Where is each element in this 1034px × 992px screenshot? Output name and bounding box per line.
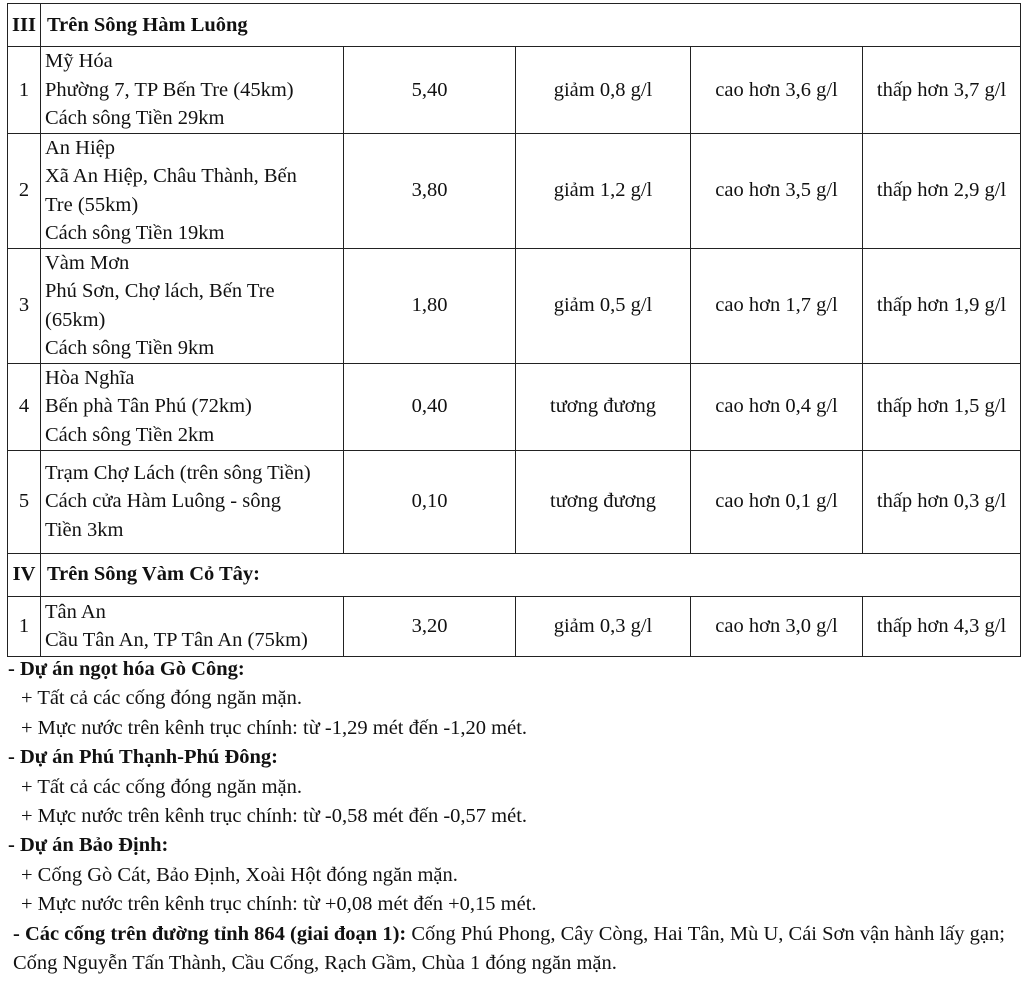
table-row	[8, 248, 1021, 363]
project-item: + Cống Gò Cát, Bảo Định, Xoài Hột đóng ngăn mặn.	[21, 863, 458, 886]
station-cell	[41, 133, 344, 248]
section-title: Trên Sông Hàm Luông	[41, 4, 1021, 47]
salinity-compare-2: thấp hơn 1,5 g/l	[863, 363, 1021, 450]
section-number: III	[8, 4, 41, 47]
row-number: 3	[8, 248, 41, 363]
salinity-compare-1: cao hơn 0,1 g/l	[691, 450, 863, 553]
table-row	[8, 133, 1021, 248]
table-row	[8, 47, 1021, 134]
row-number: 1	[8, 47, 41, 134]
station-line: Xã An Hiệp, Châu Thành, Bến	[45, 165, 297, 187]
salinity-change: giảm 1,2 g/l	[516, 133, 691, 248]
station-cell	[41, 596, 344, 656]
salinity-table	[7, 3, 1021, 657]
station-line: Phường 7, TP Bến Tre (45km)	[45, 78, 294, 101]
table-row	[8, 450, 1021, 553]
row-number: 2	[8, 133, 41, 248]
station-line: Bến phà Tân Phú (72km)	[45, 395, 252, 418]
operation-notes	[8, 655, 1023, 978]
project-item: + Mực nước trên kênh trục chính: từ +0,08 mét đến +0,15 mét.	[21, 893, 537, 916]
station-line: Cách sông Tiền 29km	[45, 107, 225, 129]
station-line: Cách sông Tiền 9km	[45, 337, 215, 359]
project-title: - Dự án Bảo Định:	[8, 834, 169, 857]
station-line: Cách sông Tiền 19km	[45, 222, 225, 244]
station-line: Tre (55km)	[45, 193, 139, 216]
station-line: Hòa Nghĩa	[45, 366, 135, 389]
salinity-compare-2: thấp hơn 1,9 g/l	[863, 248, 1021, 363]
salinity-compare-1: cao hơn 1,7 g/l	[691, 248, 863, 363]
section-number: IV	[8, 553, 41, 596]
station-cell	[41, 248, 344, 363]
salinity-compare-1: cao hơn 3,6 g/l	[691, 47, 863, 134]
sluice-note	[8, 920, 1023, 979]
salinity-compare-1: cao hơn 3,5 g/l	[691, 133, 863, 248]
salinity-change: giảm 0,3 g/l	[516, 596, 691, 656]
station-line: Cách sông Tiền 2km	[45, 423, 215, 446]
project-item: + Tất cả các cống đóng ngăn mặn.	[21, 775, 302, 798]
station-line: (65km)	[45, 308, 106, 331]
salinity-value: 1,80	[344, 248, 516, 363]
salinity-value: 0,40	[344, 363, 516, 450]
salinity-change: tương đương	[516, 450, 691, 553]
salinity-change: giảm 0,5 g/l	[516, 248, 691, 363]
project-item: + Tất cả các cống đóng ngăn mặn.	[21, 687, 302, 710]
station-line: Phú Sơn, Chợ lách, Bến Tre	[45, 280, 275, 302]
section-title: Trên Sông Vàm Cỏ Tây:	[41, 553, 1021, 596]
station-line: Tân An	[45, 600, 106, 623]
salinity-compare-2: thấp hơn 2,9 g/l	[863, 133, 1021, 248]
row-number: 1	[8, 596, 41, 656]
station-line: Mỹ Hóa	[45, 50, 113, 72]
row-number: 4	[8, 363, 41, 450]
salinity-compare-1: cao hơn 0,4 g/l	[691, 363, 863, 450]
table-row	[8, 363, 1021, 450]
salinity-value: 3,20	[344, 596, 516, 656]
station-cell	[41, 47, 344, 134]
station-cell	[41, 363, 344, 450]
salinity-compare-2: thấp hơn 3,7 g/l	[863, 47, 1021, 134]
sluice-note-text: Cống Phú Phong, Cây Còng, Hai Tân, Mù U, Cái Sơn vận hành lấy gạn; Cống Nguyễn Tấn Thành, Cầu Cống, Rạch Gầm, Chùa 1 đóng ngăn mặn.	[13, 922, 1005, 975]
salinity-compare-2: thấp hơn 0,3 g/l	[863, 450, 1021, 553]
project-title: - Dự án Phú Thạnh-Phú Đông:	[8, 746, 278, 769]
salinity-value: 3,80	[344, 133, 516, 248]
salinity-value: 5,40	[344, 47, 516, 134]
row-number: 5	[8, 450, 41, 553]
project-title: - Dự án ngọt hóa Gò Công:	[8, 658, 245, 680]
salinity-change: tương đương	[516, 363, 691, 450]
station-line: Trạm Chợ Lách (trên sông Tiền)	[45, 461, 311, 484]
salinity-compare-2: thấp hơn 4,3 g/l	[863, 596, 1021, 656]
salinity-compare-1: cao hơn 3,0 g/l	[691, 596, 863, 656]
station-cell	[41, 450, 344, 553]
station-line: Cầu Tân An, TP Tân An (75km)	[45, 629, 308, 651]
sluice-note-title: - Các cống trên đường tỉnh 864 (giai đoạn 1):	[13, 922, 407, 945]
project-item: + Mực nước trên kênh trục chính: từ -1,29 mét đến -1,20 mét.	[21, 716, 528, 739]
salinity-change: giảm 0,8 g/l	[516, 47, 691, 134]
project-item: + Mực nước trên kênh trục chính: từ -0,58 mét đến -0,57 mét.	[21, 805, 528, 828]
section-header	[8, 553, 1021, 596]
station-line: Cách cửa Hàm Luông - sông	[45, 490, 281, 513]
section-header	[8, 4, 1021, 47]
salinity-value: 0,10	[344, 450, 516, 553]
table-row	[8, 596, 1021, 656]
station-line: Vàm Mơn	[45, 251, 130, 274]
station-line: An Hiệp	[45, 136, 116, 159]
station-line: Tiền 3km	[45, 518, 124, 541]
